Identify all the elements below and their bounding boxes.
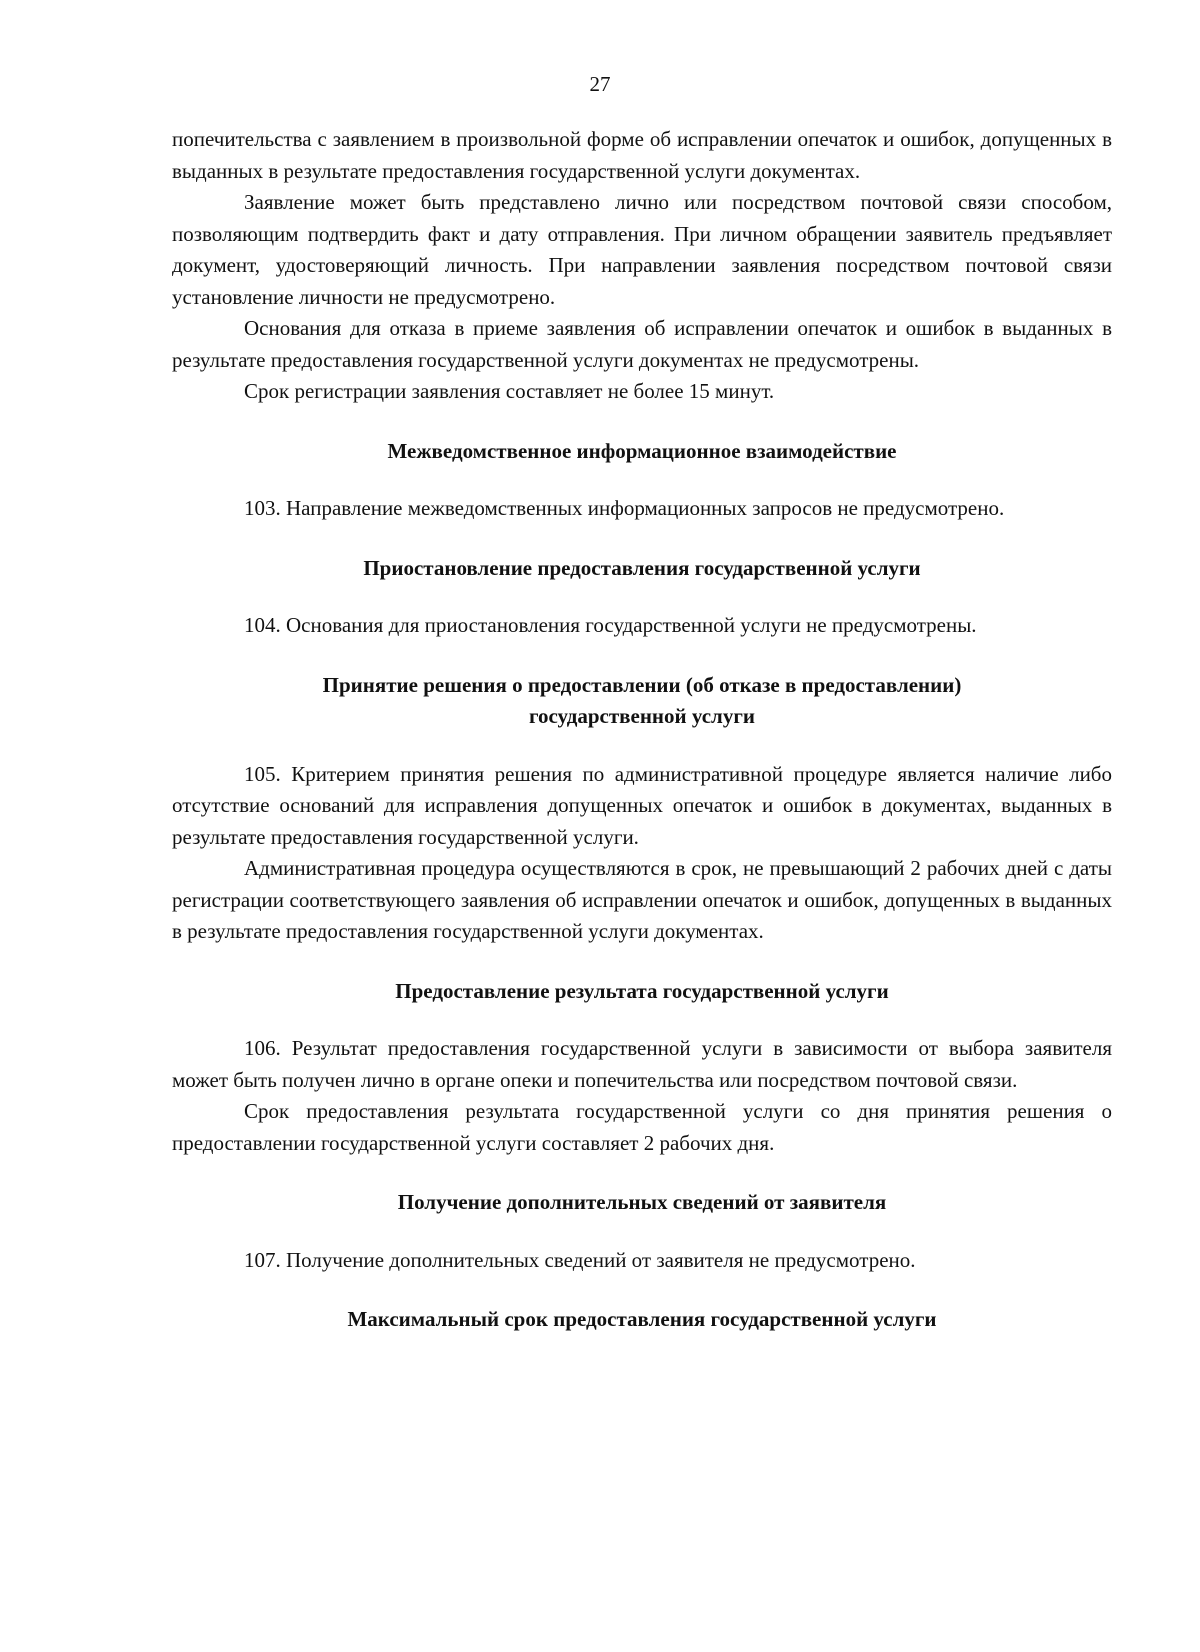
paragraph-106-term: Срок предоставления результата государственной услуги со дня принятия решения о предоставлении государственной услуги составляет 2 рабочих дня. bbox=[172, 1099, 1112, 1155]
heading-additional-info: Получение дополнительных сведений от заявителя bbox=[397, 1190, 887, 1214]
paragraph-105: 105. Критерием принятия решения по административной процедуре является наличие либо отсутствие оснований для исправления допущенных опечаток и ошибок в документах, выданных в результате предоставления государственной услуги. bbox=[172, 761, 1112, 849]
paragraph-103: 103. Направление межведомственных информационных запросов не предусмотрено. bbox=[244, 496, 1005, 520]
page-body bbox=[172, 124, 1112, 1336]
paragraph-continuation: попечительства с заявлением в произвольной форме об исправлении опечаток и ошибок, допущенных в выданных в результате предоставления государственной услуги документах. bbox=[172, 127, 1112, 183]
page-number: 27 bbox=[589, 72, 611, 96]
heading-decision-line-1: Принятие решения о предоставлении (об отказе в предоставлении) bbox=[322, 672, 962, 697]
heading-interagency: Межведомственное информационное взаимодействие bbox=[387, 438, 897, 463]
heading-result: Предоставление результата государственной услуги bbox=[395, 978, 889, 1003]
heading-decision-line-2: государственной услуги bbox=[529, 704, 755, 728]
heading-max-term: Максимальный срок предоставления государственной услуги bbox=[347, 1307, 937, 1331]
paragraph-104: 104. Основания для приостановления государственной услуги не предусмотрены. bbox=[244, 613, 977, 637]
heading-suspension: Приостановление предоставления государственной услуги bbox=[363, 555, 921, 580]
paragraph-107: 107. Получение дополнительных сведений от заявителя не предусмотрено. bbox=[244, 1247, 916, 1272]
paragraph-106: 106. Результат предоставления государственной услуги в зависимости от выбора заявителя может быть получен лично в органе опеки и попечительства или посредством почтовой связи. bbox=[172, 1036, 1112, 1092]
paragraph-submission: Заявление может быть представлено лично или посредством почтовой связи способом, позволяющим подтвердить факт и дату отправления. При личном обращении заявитель предъявляет документ, удостоверяющий личность. При направлении заявления посредством почтовой связи установление личности не предусмотрено. bbox=[172, 190, 1112, 309]
paragraph-105-term: Административная процедура осуществляются в срок, не превышающий 2 рабочих дней с даты регистрации соответствующего заявления об исправлении опечаток и ошибок, допущенных в выданных в результате предоставления государственной услуги документах. bbox=[172, 856, 1112, 943]
paragraph-registration-term: Срок регистрации заявления составляет не более 15 минут. bbox=[244, 379, 775, 403]
heading-decision bbox=[172, 670, 1112, 733]
paragraph-refusal-grounds: Основания для отказа в приеме заявления об исправлении опечаток и ошибок в выданных в результате предоставления государственной услуги документах не предусмотрены. bbox=[172, 316, 1112, 372]
